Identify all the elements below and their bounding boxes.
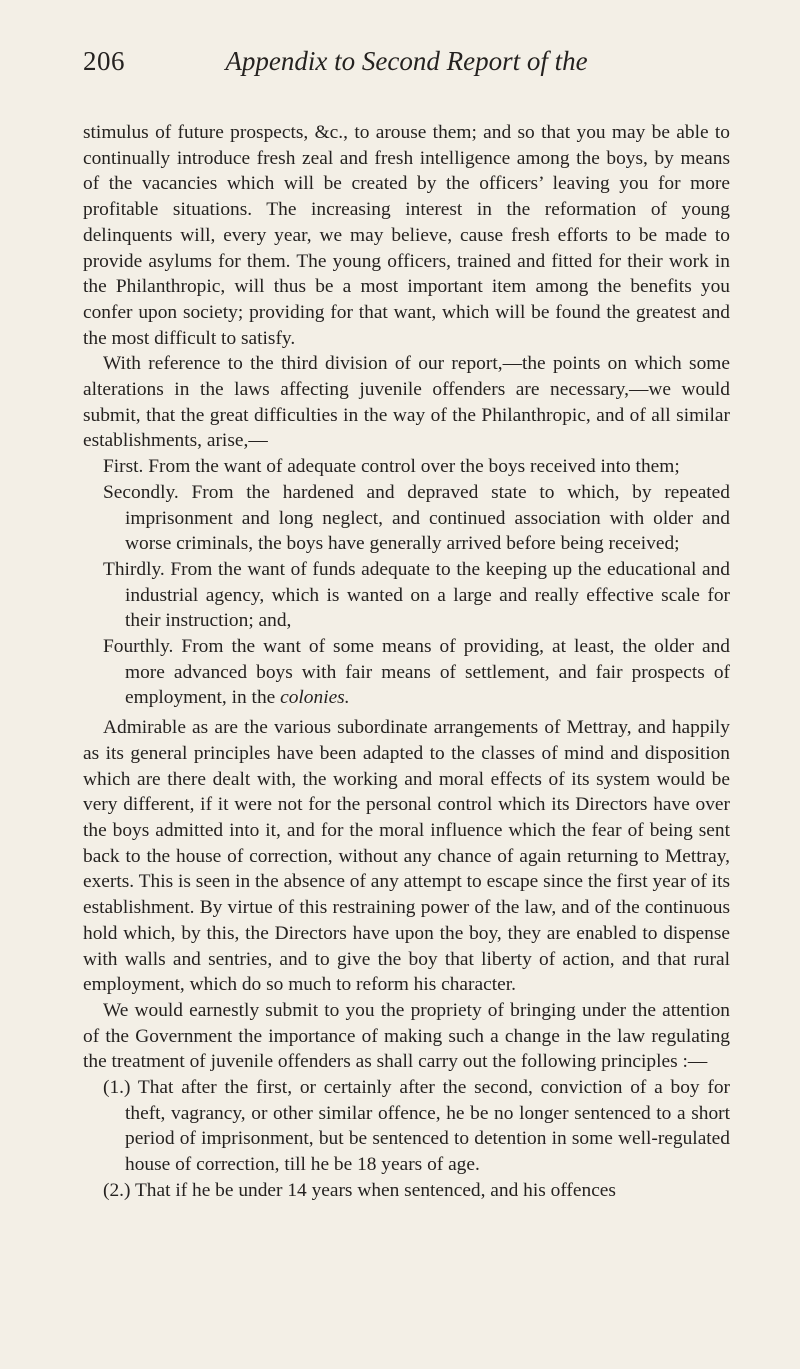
- list-item-fourthly: [83, 634, 730, 711]
- list-item-first: First. From the want of adequate control over the boys received into them;: [103, 456, 680, 478]
- running-head: Appendix to Second Report of the: [225, 46, 588, 76]
- fourthly-italic: colonies.: [280, 687, 350, 709]
- paragraph-submission: We would earnestly submit to you the propriety of bringing under the attention of the Government the importance of making such a change in the law regulating the treatment of juvenile offenders as shall carry out the following principles :—: [83, 999, 730, 1073]
- paragraph-third-division: With reference to the third division of our report,—the points on which some alterations in the laws affecting juvenile offenders are necessary,—we would submit, that the great difficulties in the way of the Philanthropic, and of all similar establishments, arise,—: [83, 353, 730, 452]
- paragraph-continuation: stimulus of future prospects, &c., to arouse them; and so that you may be able to continually introduce fresh zeal and fresh intelligence among the boys, by means of the vacancies which will be created by the officers’ leaving you for more profitable situations. The increasing interest in the reformation of young delinquents will, every year, we may believe, cause fresh efforts to be made to provide asylums for them. The young officers, trained and fitted for their work in the Philanthropic, will thus be a most important item among the benefits you confer upon society; providing for that want, which will be found the greatest and the most difficult to satisfy.: [83, 122, 730, 349]
- fourthly-text: Fourthly. From the want of some means of providing, at least, the older and more advanced boys with fair means of settlement, and fair prospects of employment, in the: [103, 636, 730, 709]
- list-item-thirdly: Thirdly. From the want of funds adequate to the keeping up the educational and industrial agency, which is wanted on a large and really effective scale for their instruction; and,: [103, 558, 730, 632]
- page-number: 206: [83, 46, 125, 76]
- principle-item-2: (2.) That if he be under 14 years when sentenced, and his offences: [103, 1179, 616, 1201]
- body-text: [83, 120, 730, 1204]
- principle-item-1: (1.) That after the first, or certainly after the second, conviction of a boy for theft, vagrancy, or other similar offence, he be no longer sentenced to a short period of imprisonment, but be sentenced to detention in some well-regulated house of correction, till he be 18 years of age.: [103, 1077, 730, 1176]
- page-header: [83, 46, 730, 86]
- list-item-secondly: Secondly. From the hardened and depraved state to which, by repeated imprisonment and long neglect, and continued association with older and worse criminals, the boys have generally arrived before being received;: [103, 481, 730, 555]
- paragraph-mettray: Admirable as are the various subordinate arrangements of Mettray, and happily as its general principles have been adapted to the classes of mind and disposition which are there dealt with, the working and moral effects of its system would be very different, if it were not for the personal control which its Directors have over the boys admitted into it, and for the moral influence which the fear of being sent back to the house of correction, without any chance of again returning to Mettray, exerts. This is seen in the absence of any attempt to escape since the first year of its establishment. By virtue of this restraining power of the law, and of the continuous hold which, by this, the Directors have upon the boy, they are enabled to dispense with walls and sentries, and to give the boy that liberty of action, and that rural employment, which do so much to reform his character.: [83, 717, 730, 996]
